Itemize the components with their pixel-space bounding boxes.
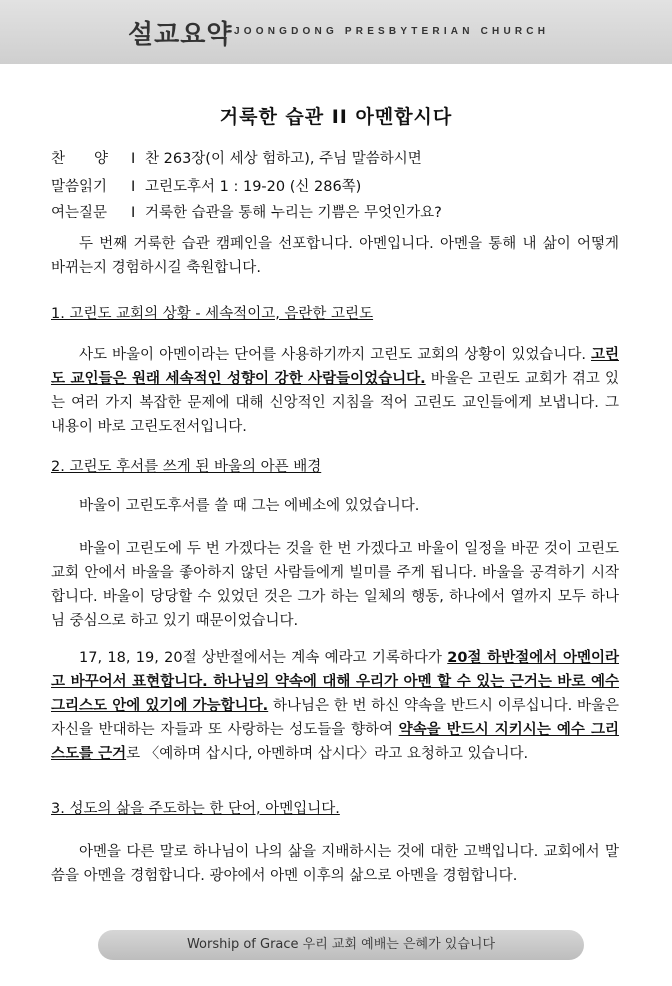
section2-text-3c: 로 〈예하며 삽시다, 아멘하며 삽시다〉라고 요청하고 있습니다.	[126, 746, 529, 762]
meta-separator: I	[131, 179, 136, 195]
section1-heading: 1. 고린도 교회의 상황 - 세속적이고, 음란한 고린도	[51, 306, 374, 322]
section2-text-3a: 17, 18, 19, 20절 상반절에서는 계속 예라고 기록하다가	[79, 650, 442, 666]
section2-paragraph-1	[51, 494, 619, 518]
section1-text-b: 바울은 고린도 교회가 겪고 있는 여러 가지 복잡한 문제에 대해 신앙적인 지침을 적어 고린도 교인들에게 보냅니다. 그 내용이 바로 고린도전서입니다.	[51, 371, 620, 435]
meta-question-value: 거룩한 습관을 통해 누리는 기쁨은 무엇인가요?	[145, 205, 442, 221]
section2-text-3b: 하나님은 한 번 하신 약속을 반드시 이루십니다. 바울은 자신을 반대하는 자들과 또 사랑하는 성도들을 향하여	[51, 698, 620, 738]
intro-text: 두 번째 거룩한 습관 캠페인을 선포합니다. 아멘입니다. 아멘을 통해 내 삶이 어떻게 바뀌는지 경험하시길 축원합니다.	[51, 236, 619, 276]
section2-emphasis-1: 20절 하반절에서 아멘이라고 바꾸어서 표현합니다. 하나님의 약속에 대해 우리가 아멘 할 수 있는 근거는 바로 예수 그리스도 안에 있기에 가능합니다.	[51, 650, 619, 714]
meta-reading-value: 고린도후서 1 : 19-20 (신 286쪽)	[145, 179, 362, 195]
section1-text-a: 사도 바울이 아멘이라는 단어를 사용하기까지 고린도 교회의 상황이 있었습니다.	[79, 347, 586, 363]
meta-hymn-value: 찬 263장(이 세상 험하고), 주님 말씀하시면	[145, 151, 422, 167]
meta-separator: I	[131, 151, 136, 167]
intro-paragraph	[51, 232, 619, 280]
header-banner	[0, 0, 672, 64]
meta-question	[51, 201, 442, 222]
section1-emphasis: 고린도 교인들은 원래 세속적인 성향이 강한 사람들이었습니다.	[51, 347, 619, 387]
meta-hymn-label: 찬 양	[51, 151, 109, 167]
meta-reading	[51, 175, 361, 196]
sermon-title: 거룩한 습관 II 아멘합시다	[219, 106, 453, 128]
meta-separator: I	[131, 205, 136, 221]
section2-text-2: 바울이 고린도에 두 번 가겠다는 것을 한 번 가겠다고 바울이 일정을 바꾼 것이 고린도 교회 안에서 바울을 좋아하지 않던 사람들에게 빌미를 주게 됩니다. 바울을 공격하기 시작합니다. 바울이 당당할 수 있었던 것은 그가 하는 일체의 행동, 하나에서 열까지 모두 하나님 중심으로 하고 있기 때문이었습니다.	[51, 541, 619, 629]
meta-hymn	[51, 147, 422, 168]
meta-reading-label: 말씀읽기	[51, 179, 108, 195]
section3-paragraph	[51, 840, 619, 888]
section3-heading: 3. 성도의 삶을 주도하는 한 단어, 아멘입니다.	[51, 801, 340, 817]
section2-paragraph-2	[51, 537, 619, 633]
section2-heading: 2. 고린도 후서를 쓰게 된 바울의 아픈 배경	[51, 459, 322, 475]
header-logo: 설교요약	[128, 20, 233, 50]
meta-question-label: 여는질문	[51, 205, 108, 221]
section2-emphasis-2: 약속을 반드시 지키시는 예수 그리스도를 근거	[51, 722, 620, 762]
section1-paragraph	[51, 343, 619, 439]
footer-banner: Worship of Grace 우리 교회 예배는 은혜가 있습니다	[98, 930, 584, 960]
section2-text-1: 바울이 고린도후서를 쓸 때 그는 에베소에 있었습니다.	[79, 498, 420, 514]
section3-text: 아멘을 다른 말로 하나님이 나의 삶을 지배하시는 것에 대한 고백입니다. 교회에서 말씀을 아멘을 경험합니다. 광야에서 아멘 이후의 삶으로 아멘을 경험합니다.	[51, 844, 619, 884]
section2-paragraph-3	[51, 646, 619, 766]
header-church-name: JOONGDONG PRESBYTERIAN CHURCH	[234, 26, 550, 37]
